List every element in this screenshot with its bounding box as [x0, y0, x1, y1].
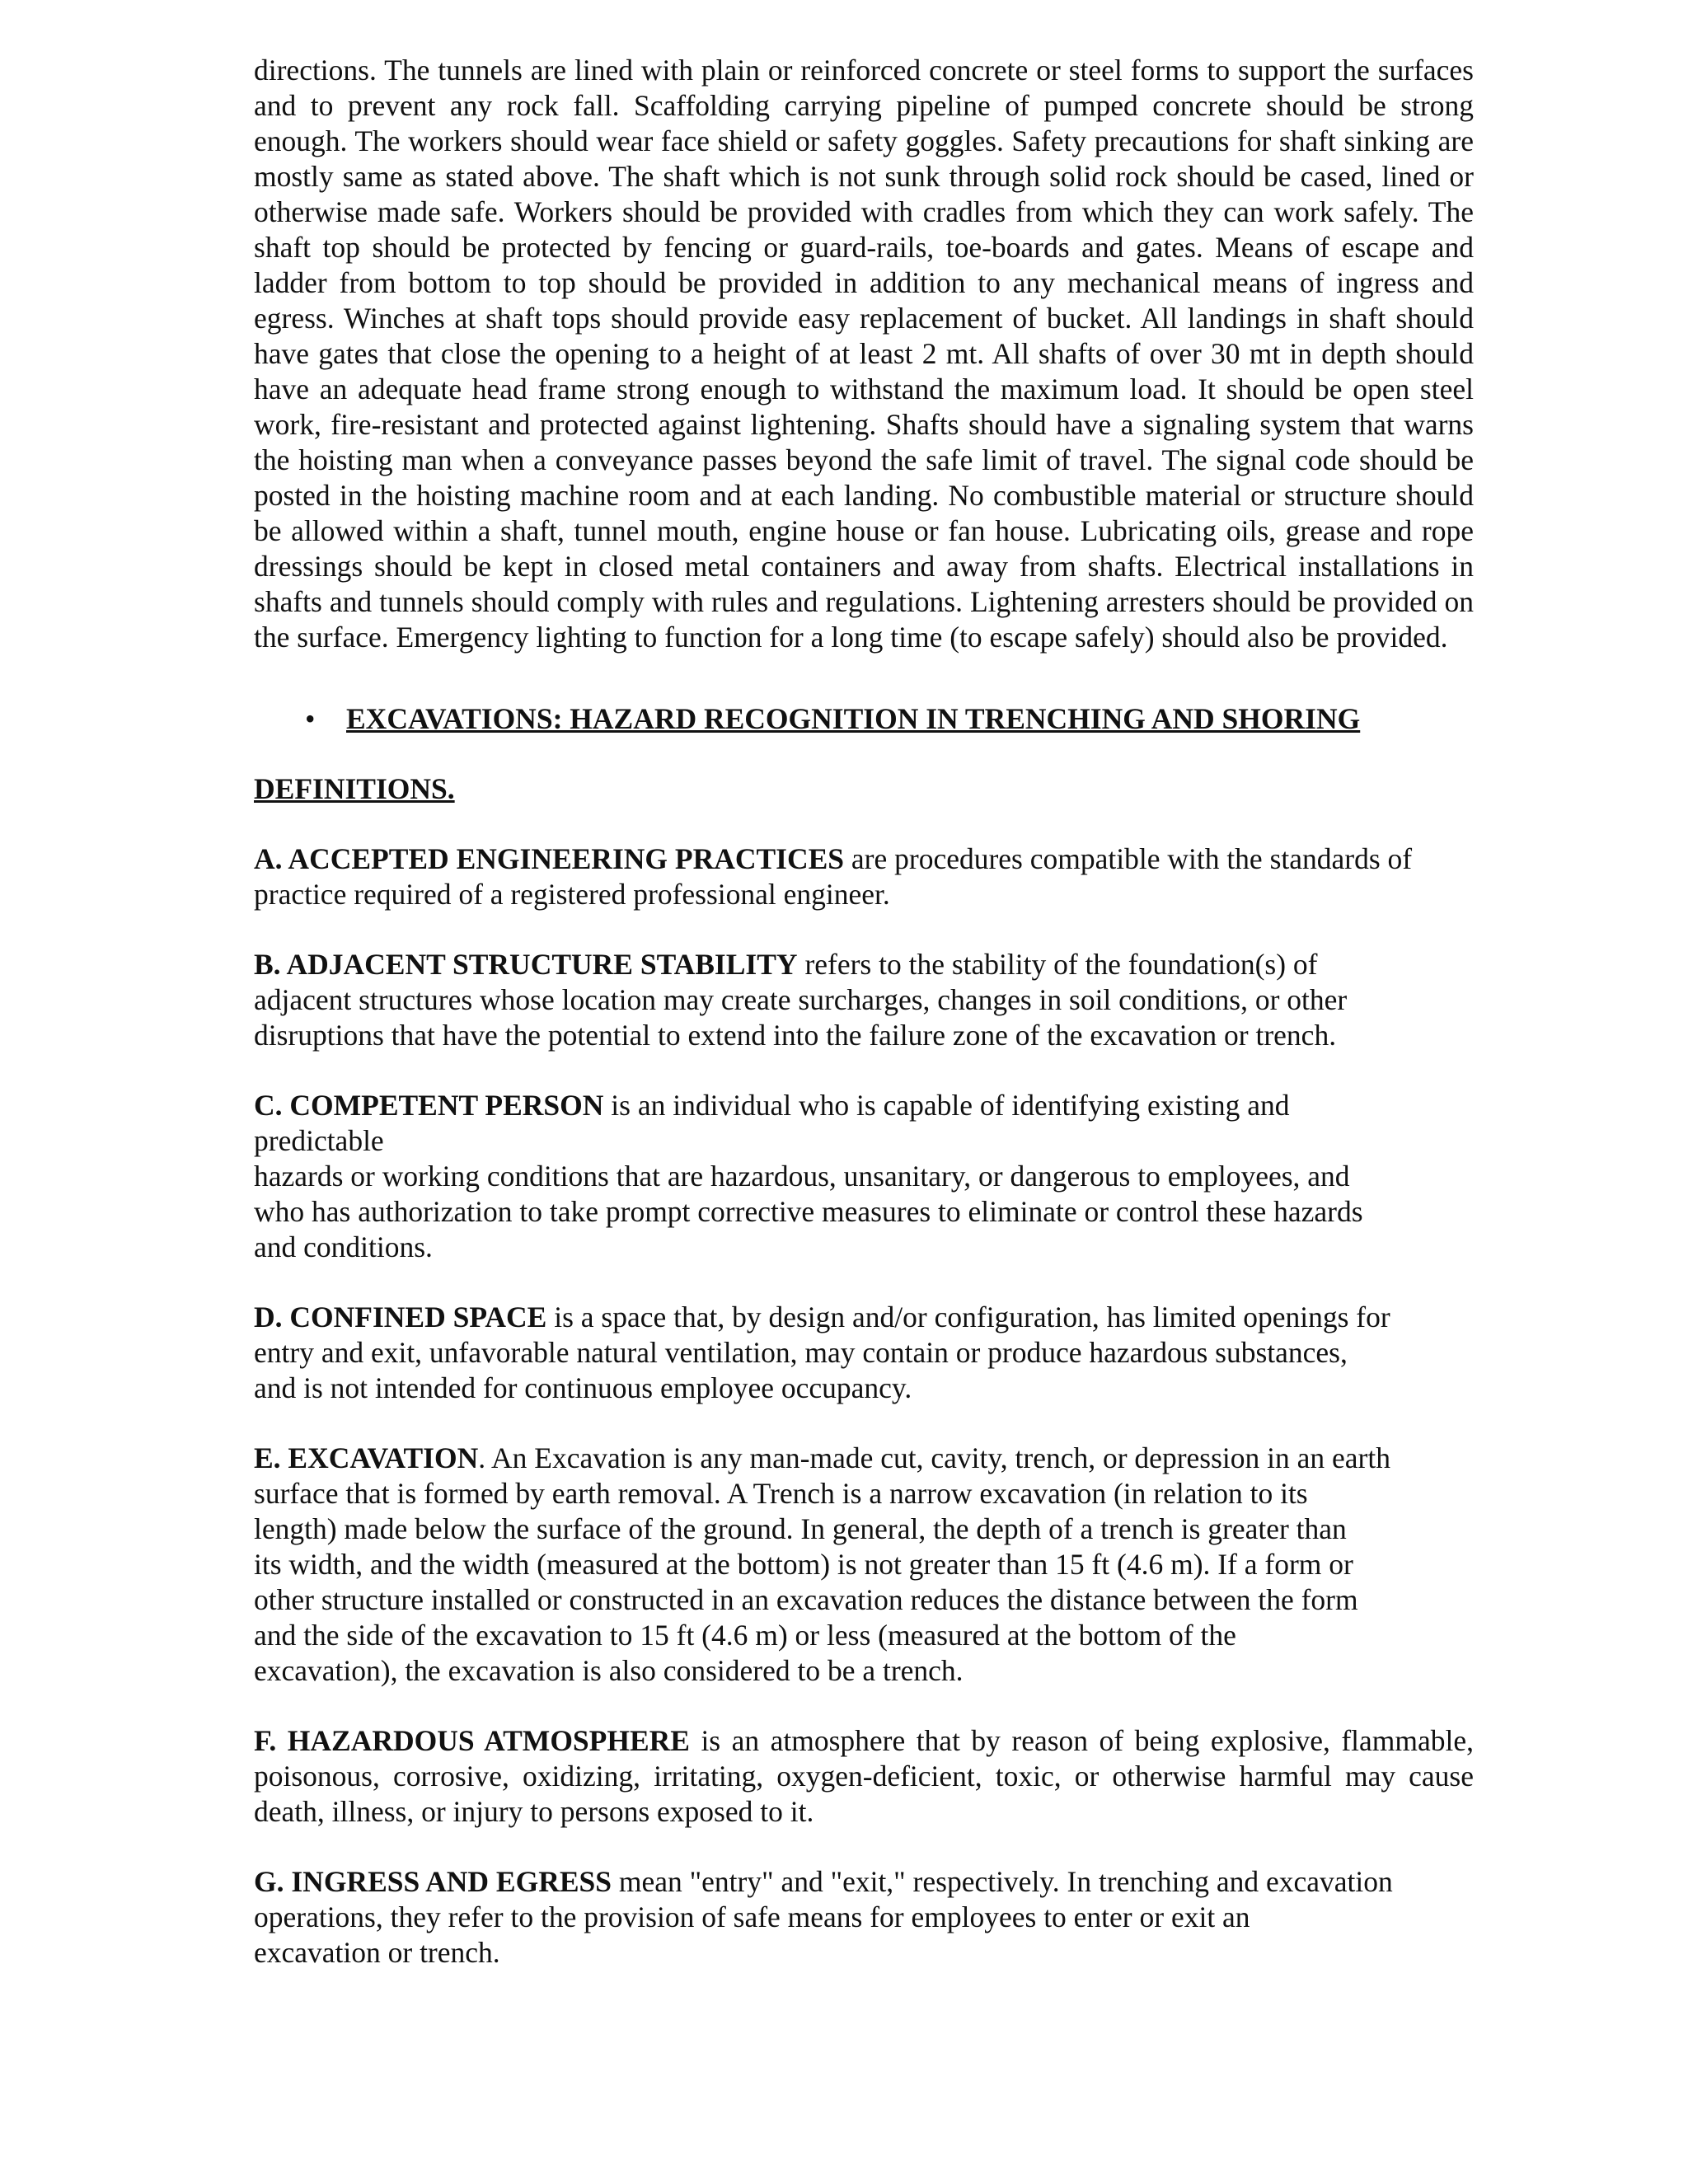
definition-hazardous-atmosphere	[254, 1723, 1474, 1830]
definition-competent-person	[254, 1088, 1474, 1265]
definition-text: is an atmosphere that by reason of being explosive, flammable, poisonous, corrosive, oxidizing, irritating, oxygen-deficient, toxic, or otherwise harmful may cause death, illness, or injury to persons exposed to it.	[254, 1724, 1474, 1828]
definition-text-line: entry and exit, unfavorable natural ventilation, may contain or produce hazardous substances,	[254, 1336, 1348, 1369]
definition-term: A. ACCEPTED ENGINEERING PRACTICES	[254, 842, 845, 875]
definition-text-line: other structure installed or constructed in an excavation reduces the distance between the form	[254, 1583, 1358, 1616]
definitions-heading: DEFINITIONS.	[254, 772, 455, 805]
definition-excavation	[254, 1441, 1474, 1689]
definition-term: E. EXCAVATION	[254, 1441, 479, 1474]
definition-ingress-and-egress	[254, 1864, 1474, 1971]
definition-text-line: and is not intended for continuous employee occupancy.	[254, 1371, 912, 1404]
definition-text-line: is an individual who is capable of identifying existing and	[603, 1089, 1290, 1122]
definition-text-line: hazards or working conditions that are hazardous, unsanitary, or dangerous to employees, and	[254, 1160, 1350, 1193]
definition-text-line: practice required of a registered professional engineer.	[254, 878, 890, 911]
definition-term: C. COMPETENT PERSON	[254, 1089, 604, 1122]
definition-text-line: refers to the stability of the foundation(s) of	[797, 948, 1318, 981]
definitions-list	[254, 841, 1474, 1971]
definition-text-line: excavation), the excavation is also considered to be a trench.	[254, 1654, 964, 1687]
definition-text-line: disruptions that have the potential to extend into the failure zone of the excavation or trench.	[254, 1019, 1337, 1052]
definition-text-line: its width, and the width (measured at the bottom) is not greater than 15 ft (4.6 m). If a form or	[254, 1548, 1353, 1581]
intro-paragraph: directions. The tunnels are lined with plain or reinforced concrete or steel forms to support the surfaces and to prevent any rock fall. Scaffolding carrying pipeline of pumped concrete should be strong enough. The workers should wear face shield or safety goggles. Safety precautions for shaft sinking are mostly same as stated above. The shaft which is not sunk through solid rock should be cased, lined or otherwise made safe. Workers should be provided with cradles from which they can work safely. The shaft top should be protected by fencing or guard-rails, toe-boards and gates. Means of escape and ladder from bottom to top should be provided in addition to any mechanical means of ingress and egress. Winches at shaft tops should provide easy replacement of bucket. All landings in shaft should have gates that close the opening to a height of at least 2 mt. All shafts of over 30 mt in depth should have an adequate head frame strong enough to withstand the maximum load. It should be open steel work, fire-resistant and protected against lightening. Shafts should have a signaling system that warns the hoisting man when a conveyance passes beyond the safe limit of travel. The signal code should be posted in the hoisting machine room and at each landing. No combustible material or structure should be allowed within a shaft, tunnel mouth, engine house or fan house. Lubricating oils, grease and rope dressings should be kept in closed metal containers and away from shafts. Electrical installations in shafts and tunnels should comply with rules and regulations. Lightening arresters should be provided on the surface. Emergency lighting to function for a long time (to escape safely) should also be provided.	[254, 54, 1474, 654]
definition-text-line: adjacent structures whose location may create surcharges, changes in soil conditions, or other	[254, 983, 1348, 1016]
definition-text-line: surface that is formed by earth removal. A Trench is a narrow excavation (in relation to its	[254, 1477, 1308, 1510]
definition-accepted-engineering-practices	[254, 841, 1474, 912]
definition-term: F. HAZARDOUS ATMOSPHERE	[254, 1724, 690, 1757]
definition-confined-space	[254, 1300, 1474, 1406]
definition-text-line: and conditions.	[254, 1230, 433, 1263]
definition-text-line: is a space that, by design and/or configuration, has limited openings for	[546, 1301, 1390, 1333]
document-page	[254, 53, 1474, 2005]
definition-text-line: . An Excavation is any man-made cut, cavity, trench, or depression in an earth	[478, 1441, 1390, 1474]
section-bullet-heading	[254, 701, 1474, 737]
definition-adjacent-structure-stability	[254, 947, 1474, 1053]
definition-term: B. ADJACENT STRUCTURE STABILITY	[254, 948, 798, 981]
bullet-heading-text: EXCAVATIONS: HAZARD RECOGNITION IN TRENCHING AND SHORING	[346, 702, 1361, 735]
definition-text-line: mean "entry" and "exit," respectively. In trenching and excavation	[612, 1865, 1393, 1898]
definition-text-line: and the side of the excavation to 15 ft (4.6 m) or less (measured at the bottom of the	[254, 1619, 1236, 1652]
definition-text-line: who has authorization to take prompt corrective measures to eliminate or control these hazards	[254, 1195, 1363, 1228]
definition-text-line: are procedures compatible with the standards of	[844, 842, 1413, 875]
bullet-icon: •	[305, 702, 316, 735]
definition-text-line: length) made below the surface of the ground. In general, the depth of a trench is greater than	[254, 1512, 1347, 1545]
definition-term: D. CONFINED SPACE	[254, 1301, 547, 1333]
definition-text-line: predictable	[254, 1124, 384, 1157]
definition-term: G. INGRESS AND EGRESS	[254, 1865, 612, 1898]
definition-text-line: operations, they refer to the provision of safe means for employees to enter or exit an	[254, 1900, 1250, 1933]
definition-text-line: excavation or trench.	[254, 1936, 500, 1969]
